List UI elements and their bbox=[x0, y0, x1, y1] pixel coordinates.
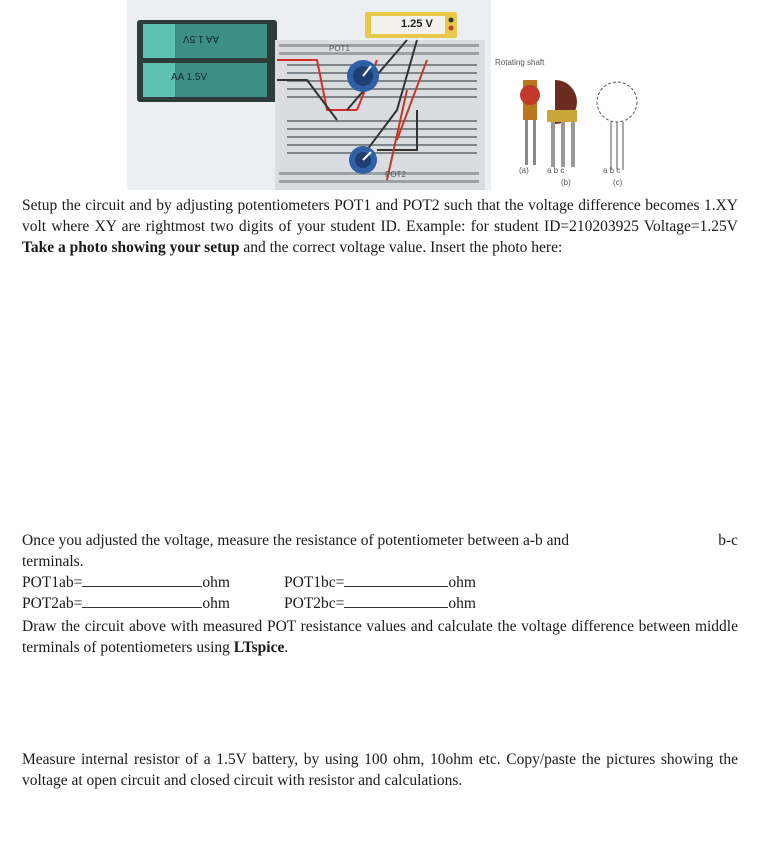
ltspice-instructions bbox=[22, 616, 738, 658]
setup-text: Setup the circuit and by adjusting potentiometers POT1 and POT2 such that the voltage difference becomes 1.XY volt where XY are rightmost two digits of your student ID. Example: for student ID=210203925 Voltage=1.25V bbox=[22, 197, 738, 235]
ltspice-bold: LTspice bbox=[233, 639, 285, 656]
label-b: (b) bbox=[561, 178, 571, 187]
ltspice-text: Draw the circuit above with measured POT resistance values and calculate the voltage difference between middle terminals of potentiometers using bbox=[22, 618, 738, 656]
pot1bc-row bbox=[284, 571, 476, 593]
measure-text: Once you adjusted the voltage, measure the resistance of potentiometer between a-b and bbox=[22, 532, 570, 549]
pot2bc-label: POT2bc= bbox=[284, 595, 345, 612]
pot1-resistance-row bbox=[22, 571, 230, 593]
label-a: (a) bbox=[519, 166, 529, 175]
breadboard-illustration bbox=[127, 0, 491, 190]
pot2ab-unit: ohm bbox=[202, 595, 230, 612]
measure-text-line2: terminals. bbox=[22, 553, 84, 570]
battery-bottom-label: AA 1.5V bbox=[171, 72, 208, 83]
pot2ab-input[interactable] bbox=[82, 592, 202, 608]
measure-instructions-line bbox=[22, 530, 738, 551]
battery-top-label: AA 1.5V bbox=[183, 33, 220, 44]
internal-resistance-instructions: Measure internal resistor of a 1.5V battery, by using 100 ohm, 10ohm etc. Copy/paste the pictures showing the voltage at open circuit and closed circuit with resistor and calculations. bbox=[22, 751, 738, 789]
pot1-label: POT1 bbox=[329, 44, 350, 53]
pot1ab-input[interactable] bbox=[82, 571, 202, 587]
rotating-shaft-label: Rotating shaft bbox=[495, 58, 545, 67]
pot2bc-input[interactable] bbox=[344, 592, 448, 608]
setup-text-end: and the correct voltage value. Insert the photo here: bbox=[239, 239, 563, 256]
pot2bc-unit: ohm bbox=[448, 595, 476, 612]
breadboard-circuit-figure bbox=[127, 0, 491, 190]
pot1ab-unit: ohm bbox=[202, 574, 230, 591]
measure-text-end: b-c bbox=[718, 532, 738, 549]
pot2-resistance-row bbox=[22, 592, 230, 614]
setup-bold-text: Take a photo showing your setup bbox=[22, 239, 240, 256]
pot1ab-label: POT1ab= bbox=[22, 574, 83, 591]
ltspice-text-end: . bbox=[284, 639, 289, 656]
pot2-label: POT2 bbox=[385, 170, 406, 179]
potentiometer-photos bbox=[495, 40, 655, 190]
pot1bc-label: POT1bc= bbox=[284, 574, 345, 591]
terminals-abc-label: a b c bbox=[547, 166, 565, 175]
pot2ab-label: POT2ab= bbox=[22, 595, 83, 612]
multimeter-reading: 1.25 V bbox=[401, 18, 433, 30]
pot2bc-row bbox=[284, 592, 476, 614]
setup-instructions bbox=[22, 195, 738, 258]
terminals-abc-label-2: a b c bbox=[603, 166, 621, 175]
pot1bc-input[interactable] bbox=[344, 571, 448, 587]
pot1bc-unit: ohm bbox=[448, 574, 476, 591]
label-c: (c) bbox=[613, 178, 623, 187]
